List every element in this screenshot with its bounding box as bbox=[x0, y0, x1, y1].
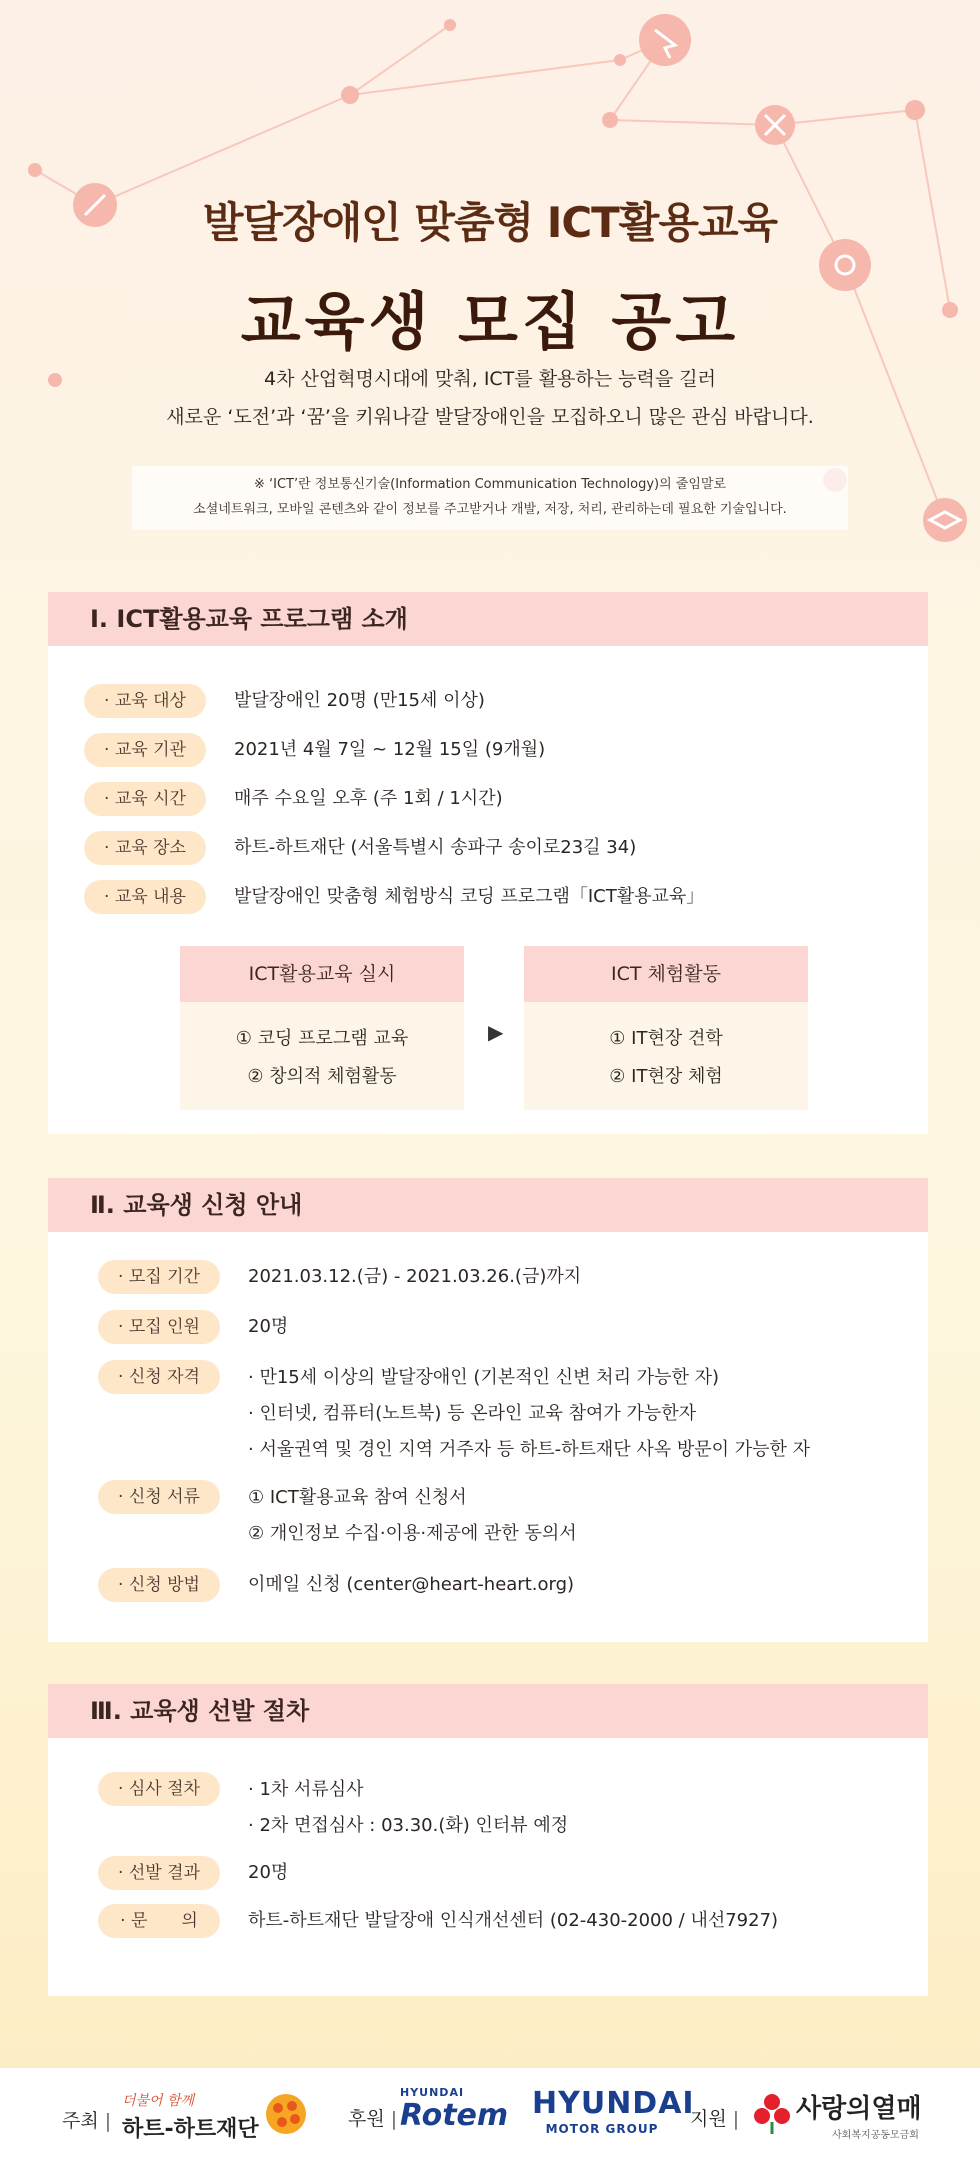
title-line1: 발달장애인 맞춤형 ICT활용교육 bbox=[202, 198, 778, 247]
hyundai-big: HYUNDAI bbox=[532, 2086, 695, 2121]
section-title: Ⅲ. 교육생 선발 절차 bbox=[48, 1684, 928, 1738]
intro-text bbox=[0, 360, 980, 436]
heart-flower-icon bbox=[264, 2092, 308, 2140]
label-pill: · 심사 절차 bbox=[98, 1772, 220, 1806]
info-value: 하트-하트재단 (서울특별시 송파구 송이로23길 34) bbox=[234, 837, 637, 858]
host-slogan: 더불어 함께 bbox=[122, 2093, 195, 2109]
info-value bbox=[248, 1772, 568, 1844]
heart-heart-logo bbox=[122, 2090, 312, 2150]
review-line: · 1차 서류심사 bbox=[248, 1779, 364, 1800]
program-box-ict-experience bbox=[524, 946, 808, 1110]
section-program-intro bbox=[48, 592, 928, 1134]
info-row-content bbox=[84, 880, 704, 914]
label-pill: · 교육 내용 bbox=[84, 880, 206, 914]
qual-line: · 인터넷, 컴퓨터(노트북) 등 온라인 교육 참여가 가능한자 bbox=[248, 1403, 697, 1424]
intro-line1: 4차 산업혁명시대에 맞춰, ICT를 활용하는 능력을 길러 bbox=[264, 368, 716, 390]
info-value: 발달장애인 맞춤형 체험방식 코딩 프로그램「ICT활용교육」 bbox=[234, 886, 705, 907]
box-item: ② 창의적 체험활동 bbox=[247, 1066, 397, 1087]
label-pill: · 교육 시간 bbox=[84, 782, 206, 816]
note-line2: 소셜네트워크, 모바일 콘텐츠와 같이 정보를 주고받거나 개발, 저장, 처리, 관리하는데 필요한 기술입니다. bbox=[193, 502, 787, 517]
section-application bbox=[48, 1178, 928, 1642]
program-box-ict-education bbox=[180, 946, 464, 1110]
section-title: Ⅱ. 교육생 신청 안내 bbox=[48, 1178, 928, 1232]
info-value: 2021.03.12.(금) - 2021.03.26.(금)까지 bbox=[248, 1266, 582, 1287]
info-value: 20명 bbox=[248, 1316, 289, 1337]
label-pill: · 신청 서류 bbox=[98, 1480, 220, 1514]
chest-name: 사랑의열매 bbox=[796, 2094, 922, 2124]
box-title: ICT 체험활동 bbox=[524, 946, 808, 1002]
arrow-right-icon: ▶ bbox=[488, 1020, 504, 1044]
info-value: 매주 수요일 오후 (주 1회 / 1시간) bbox=[234, 788, 503, 809]
doc-line: ① ICT활용교육 참여 신청서 bbox=[248, 1487, 467, 1508]
label-pill: · 모집 인원 bbox=[98, 1310, 220, 1344]
section-title: Ⅰ. ICT활용교육 프로그램 소개 bbox=[48, 592, 928, 646]
info-value: 이메일 신청 (center@heart-heart.org) bbox=[248, 1574, 575, 1595]
ict-note bbox=[132, 466, 848, 530]
box-title: ICT활용교육 실시 bbox=[180, 946, 464, 1002]
footer bbox=[0, 2068, 980, 2166]
label-pill: · 모집 기간 bbox=[98, 1260, 220, 1294]
label-pill: · 교육 기관 bbox=[84, 733, 206, 767]
info-value: 20명 bbox=[248, 1862, 289, 1883]
rotem-big: Rotem bbox=[400, 2098, 509, 2133]
info-row-method bbox=[98, 1568, 574, 1602]
intro-line2: 새로운 ‘도전’과 ‘꿈’을 키워나갈 발달장애인을 모집하오니 많은 관심 바랍니다. bbox=[166, 406, 814, 428]
qual-line: · 만15세 이상의 발달장애인 (기본적인 신변 처리 가능한 자) bbox=[248, 1367, 719, 1388]
info-row-contact bbox=[98, 1904, 778, 1938]
info-row-place bbox=[84, 831, 636, 865]
info-value bbox=[248, 1480, 577, 1552]
box-item: ② IT현장 체험 bbox=[609, 1066, 723, 1087]
label-pill: · 선발 결과 bbox=[98, 1856, 220, 1890]
note-line1: ※ ‘ICT’란 정보통신기술(Information Communication Technology)의 줄임말로 bbox=[253, 477, 727, 492]
info-value: 발달장애인 20명 (만15세 이상) bbox=[234, 690, 485, 711]
review-line: · 2차 면접심사 : 03.30.(화) 인터뷰 예정 bbox=[248, 1815, 569, 1836]
info-row-period bbox=[84, 733, 545, 767]
info-value: 하트-하트재단 발달장애 인식개선센터 (02-430-2000 / 내선7927) bbox=[248, 1910, 779, 1931]
info-row-time bbox=[84, 782, 503, 816]
sponsor-label: 후원 | bbox=[348, 2108, 398, 2130]
community-chest-logo bbox=[752, 2088, 952, 2152]
page-header bbox=[0, 190, 980, 361]
box-item: ① 코딩 프로그램 교육 bbox=[235, 1028, 409, 1049]
info-row-result bbox=[98, 1856, 288, 1890]
label-pill: · 신청 방법 bbox=[98, 1568, 220, 1602]
graduation-node-icon bbox=[923, 498, 967, 542]
cursor-node-icon bbox=[639, 14, 691, 66]
hyundai-small: MOTOR GROUP bbox=[545, 2122, 659, 2136]
close-node-icon bbox=[755, 105, 795, 145]
chest-sub: 사회복지공동모금회 bbox=[832, 2130, 919, 2141]
qual-line: · 서울권역 및 경인 지역 거주자 등 하트-하트재단 사옥 방문이 가능한 자 bbox=[248, 1439, 811, 1460]
section-selection bbox=[48, 1684, 928, 1996]
info-row-recruit-period bbox=[98, 1260, 581, 1294]
label-pill: · 교육 대상 bbox=[84, 684, 206, 718]
info-row-documents bbox=[98, 1480, 577, 1552]
label-pill: · 신청 자격 bbox=[98, 1360, 220, 1394]
doc-line: ② 개인정보 수집·이용·제공에 관한 동의서 bbox=[248, 1523, 577, 1544]
info-value: 2021년 4월 7일 ~ 12월 15일 (9개월) bbox=[234, 739, 546, 760]
info-value bbox=[248, 1360, 810, 1468]
hyundai-rotem-logo bbox=[400, 2086, 524, 2150]
info-row-recruit-count bbox=[98, 1310, 288, 1344]
title-line2: 교육생 모집 공고 bbox=[240, 285, 740, 358]
info-row-target bbox=[84, 684, 485, 718]
support-label: 지원 | bbox=[690, 2108, 740, 2130]
label-pill: · 문 의 bbox=[98, 1904, 220, 1938]
host-label: 주최 | bbox=[62, 2110, 112, 2132]
box-item: ① IT현장 견학 bbox=[609, 1028, 723, 1049]
info-row-review bbox=[98, 1772, 568, 1844]
rotem-small: HYUNDAI bbox=[400, 2086, 465, 2099]
hyundai-motor-group-logo bbox=[532, 2086, 695, 2150]
three-fruits-icon bbox=[752, 2092, 792, 2136]
info-row-qualification bbox=[98, 1360, 810, 1468]
label-pill: · 교육 장소 bbox=[84, 831, 206, 865]
host-name: 하트-하트재단 bbox=[122, 2117, 259, 2142]
